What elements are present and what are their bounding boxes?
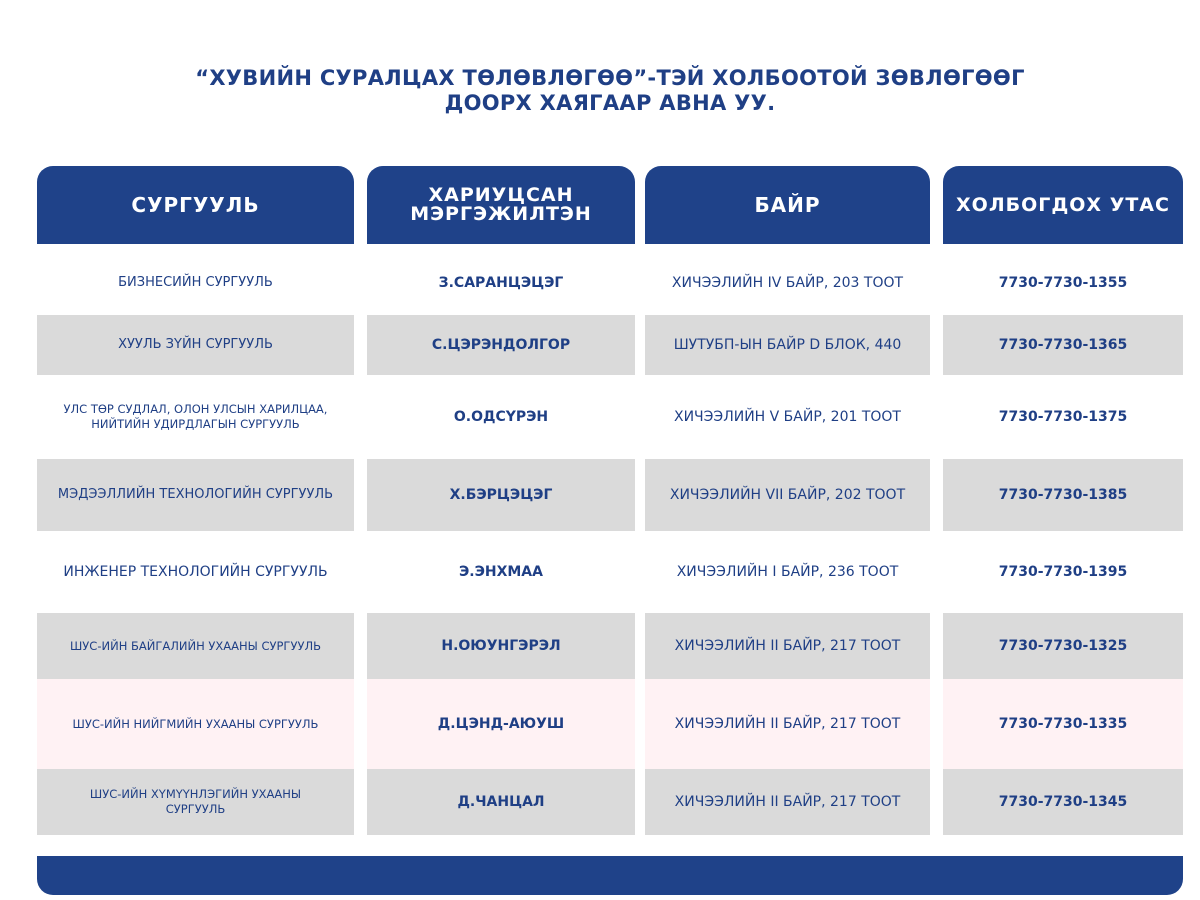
table-cell-school: МЭДЭЭЛЛИЙН ТЕХНОЛОГИЙН СУРГУУЛЬ — [37, 459, 354, 531]
header-school: СУРГУУЛЬ — [37, 166, 354, 244]
table-cell-building: ХИЧЭЭЛИЙН IV БАЙР, 203 ТООТ — [671, 275, 904, 291]
table-cell-person: З.САРАНЦЭЦЭГ — [438, 275, 564, 291]
title-line-1: “ХУВИЙН СУРАЛЦАХ ТӨЛӨВЛӨГӨӨ”-ТЭЙ ХОЛБООТОЙ ЗӨВЛӨГӨӨГ — [195, 66, 1025, 90]
table-cell-school: ШУС-ИЙН НИЙГМИЙН УХААНЫ СУРГУУЛЬ — [37, 679, 354, 769]
table-cell-phone: 7730-7730-1355 — [998, 275, 1128, 291]
table-cell-school: ИНЖЕНЕР ТЕХНОЛОГИЙН СУРГУУЛЬ — [63, 564, 328, 580]
title-line-2: ДООРХ ХАЯГААР АВНА УУ. — [444, 91, 776, 115]
table-cell-phone: 7730-7730-1345 — [943, 769, 1183, 835]
table-cell-phone: 7730-7730-1365 — [943, 315, 1183, 375]
table-cell-phone: 7730-7730-1395 — [998, 564, 1128, 580]
table-cell-phone: 7730-7730-1375 — [998, 409, 1128, 425]
table-cell-building: ШУТУБП-ЫН БАЙР D БЛОК, 440 — [645, 315, 930, 375]
table-cell-school: ШУС-ИЙН ХҮМҮҮНЛЭГИЙН УХААНЫ СУРГУУЛЬ — [37, 769, 354, 835]
table-cell-building: ХИЧЭЭЛИЙН VII БАЙР, 202 ТООТ — [645, 459, 930, 531]
header-building: БАЙР — [645, 166, 930, 244]
header-responsible — [367, 166, 635, 244]
header-responsible-line-1: ХАРИУЦСАН — [428, 184, 574, 206]
table-cell-phone: 7730-7730-1385 — [943, 459, 1183, 531]
table-cell-building: ХИЧЭЭЛИЙН II БАЙР, 217 ТООТ — [645, 769, 930, 835]
header-responsible-line-2: МЭРГЭЖИЛТЭН — [410, 203, 592, 225]
footer-bar — [37, 856, 1183, 895]
table-cell-person: Н.ОЮУНГЭРЭЛ — [367, 613, 635, 679]
table-cell-person: Д.ЦЭНД-АЮУШ — [367, 679, 635, 769]
table-cell-phone: 7730-7730-1325 — [943, 613, 1183, 679]
table-cell-building: ХИЧЭЭЛИЙН II БАЙР, 217 ТООТ — [645, 679, 930, 769]
table-cell-person: Д.ЧАНЦАЛ — [367, 769, 635, 835]
table-cell-building: ХИЧЭЭЛИЙН I БАЙР, 236 ТООТ — [676, 564, 899, 580]
table-cell-phone: 7730-7730-1335 — [943, 679, 1183, 769]
table-cell-person: О.ОДСҮРЭН — [453, 409, 549, 425]
table-cell-school: УЛС ТӨР СУДЛАЛ, ОЛОН УЛСЫН ХАРИЛЦАА, НИЙТИЙН УДИРДЛАГЫН СУРГУУЛЬ — [63, 402, 328, 431]
table-cell-building: ХИЧЭЭЛИЙН V БАЙР, 201 ТООТ — [673, 409, 901, 425]
header-phone: ХОЛБОГДОХ УТАС — [943, 166, 1183, 244]
table-cell-person: С.ЦЭРЭНДОЛГОР — [367, 315, 635, 375]
table-cell-school: ШУС-ИЙН БАЙГАЛИЙН УХААНЫ СУРГУУЛЬ — [37, 613, 354, 679]
table-cell-school: ХУУЛЬ ЗҮЙН СУРГУУЛЬ — [37, 315, 354, 375]
table-cell-person: Э.ЭНХМАА — [459, 564, 543, 580]
table-cell-building: ХИЧЭЭЛИЙН II БАЙР, 217 ТООТ — [645, 613, 930, 679]
table-cell-school: БИЗНЕСИЙН СУРГУУЛЬ — [118, 275, 273, 290]
page-title — [0, 66, 1200, 116]
table-cell-person: Х.БЭРЦЭЦЭГ — [367, 459, 635, 531]
